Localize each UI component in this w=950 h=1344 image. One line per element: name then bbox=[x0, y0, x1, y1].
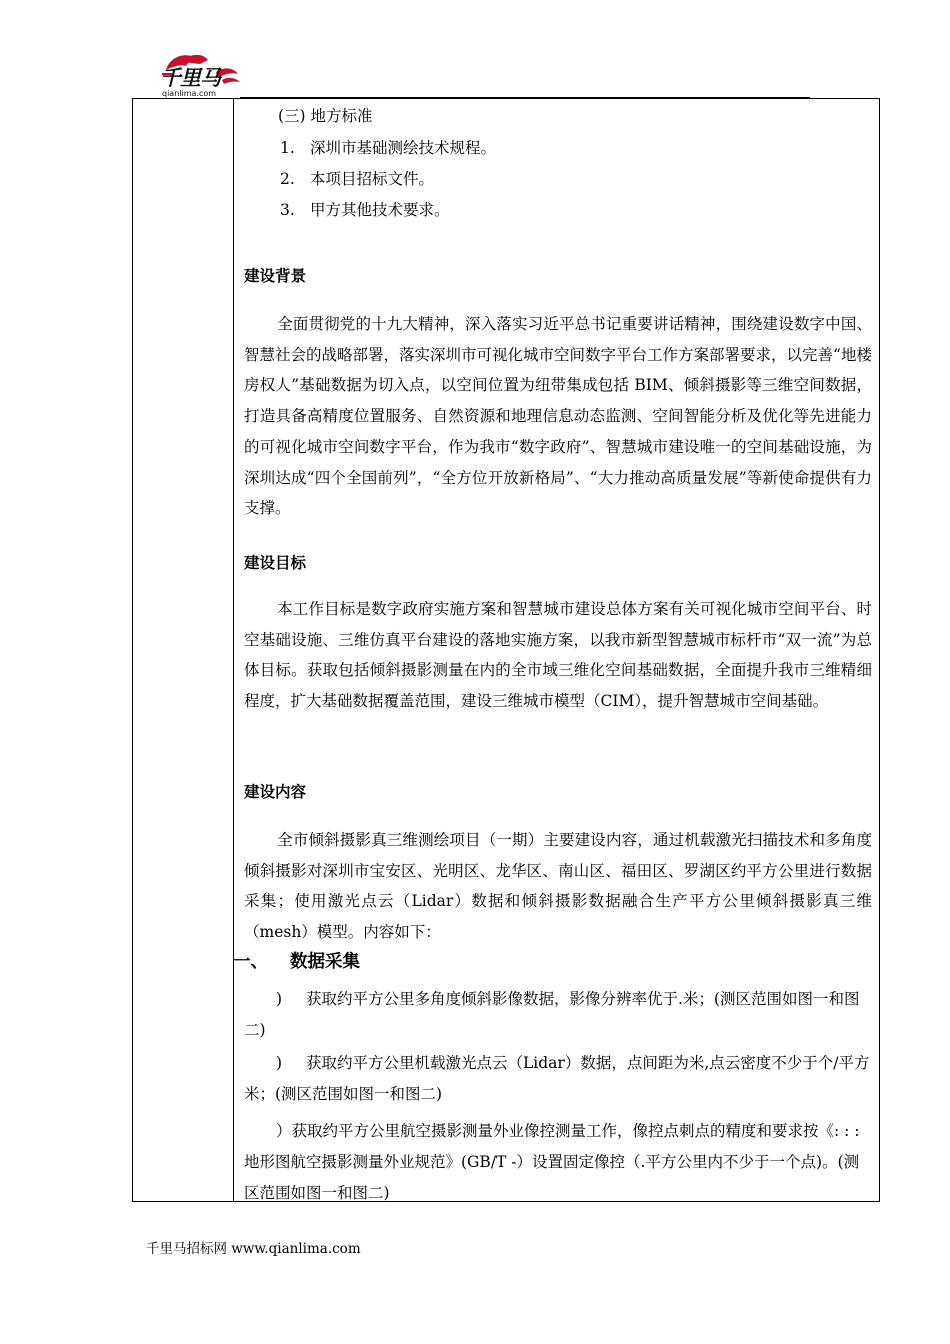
content-heading: 建设内容 bbox=[244, 783, 307, 801]
table-column-divider bbox=[233, 98, 234, 1202]
data-collection-item-3 bbox=[244, 1116, 872, 1209]
item-mark: ) bbox=[276, 1054, 283, 1072]
standards-item-1 bbox=[244, 136, 496, 158]
standards-section-title: (三) 地方标准 bbox=[278, 107, 373, 125]
list-text: 深圳市基础测绘技术规程。 bbox=[310, 139, 497, 157]
content-text: 全市倾斜摄影真三维测绘项目（一期）主要建设内容，通过机载激光扫描技术和多角度倾斜摄影对深圳市宝安区、光明区、龙华区、南山区、福田区、罗湖区约平方公里进行数据采集；使用激光点云（Lidar）数据和倾斜摄影数据融合生产平方公里倾斜摄影真三维（mesh）模型。内容如下： bbox=[244, 831, 872, 942]
standards-item-2 bbox=[244, 167, 434, 189]
content-paragraph bbox=[244, 825, 872, 948]
standards-item-3 bbox=[244, 198, 450, 220]
list-number: 2. bbox=[280, 170, 295, 188]
item-text: 获取约平方公里机载激光点云（Lidar）数据，点间距为米,点云密度不少于个/平方米；(测区范围如图一和图二) bbox=[244, 1054, 870, 1103]
goal-heading: 建设目标 bbox=[244, 554, 307, 572]
item-text: ）获取约平方公里航空摄影测量外业像控测量工作，像控点刺点的精度和要求按《: : :地形图航空摄影测量外业规范》(GB/T -）设置固定像控（.平方公里内不少于一个点)。(测区范围如图一和图二) bbox=[244, 1122, 860, 1202]
list-text: 甲方其他技术要求。 bbox=[310, 201, 450, 219]
qianlima-logo bbox=[152, 50, 244, 102]
goal-paragraph bbox=[244, 594, 872, 717]
goal-text: 本工作目标是数字政府实施方案和智慧城市建设总体方案有关可视化城市空间平台、时空基础设施、三维仿真平台建设的落地实施方案，以我市新型智慧城市标杆市“双一流”为总体目标。获取包括倾斜摄影测量在内的全市域三维化空间基础数据，全面提升我市三维精细程度，扩大基础数据覆盖范围，建设三维城市模型（CIM），提升智慧城市空间基础。 bbox=[244, 600, 872, 711]
data-collection-heading bbox=[233, 948, 360, 973]
background-paragraph bbox=[244, 309, 872, 524]
section-number: 一、 bbox=[233, 952, 268, 972]
list-text: 本项目招标文件。 bbox=[310, 170, 435, 188]
background-heading: 建设背景 bbox=[244, 267, 307, 285]
logo-domain-text: qianlima.com bbox=[162, 89, 217, 98]
list-number: 1. bbox=[280, 139, 295, 157]
data-collection-item-2 bbox=[244, 1048, 872, 1110]
background-text: 全面贯彻党的十九大精神，深入落实习近平总书记重要讲话精神，围绕建设数字中国、智慧社会的战略部署，落实深圳市可视化城市空间数字平台工作方案部署要求，以完善“地楼房权人”基础数据为切入点，以空间位置为纽带集成包括 BIM、倾斜摄影等三维空间数据，打造具备高精度位置服务、自然资源和地理信息动态监测、空间智能分析及优化等先进能力的可视化城市空间数字平台，作为我市“数字政府”、智慧城市建设唯一的空间基础设施，为深圳达成“四个全国前列”，“全方位开放新格局”、“大力推动高质量发展”等新使命提供有力支撑。 bbox=[244, 315, 872, 518]
item-text: 获取约平方公里多角度倾斜影像数据，影像分辨率优于.米；(测区范围如图一和图二) bbox=[244, 990, 860, 1039]
item-mark: ) bbox=[276, 990, 283, 1008]
data-collection-item-1 bbox=[244, 984, 872, 1046]
list-number: 3. bbox=[280, 201, 295, 219]
logo-brand-text: 千里马 bbox=[160, 66, 220, 90]
page-footer: 千里马招标网 www.qianlima.com bbox=[146, 1241, 361, 1257]
section-title: 数据采集 bbox=[290, 952, 360, 972]
